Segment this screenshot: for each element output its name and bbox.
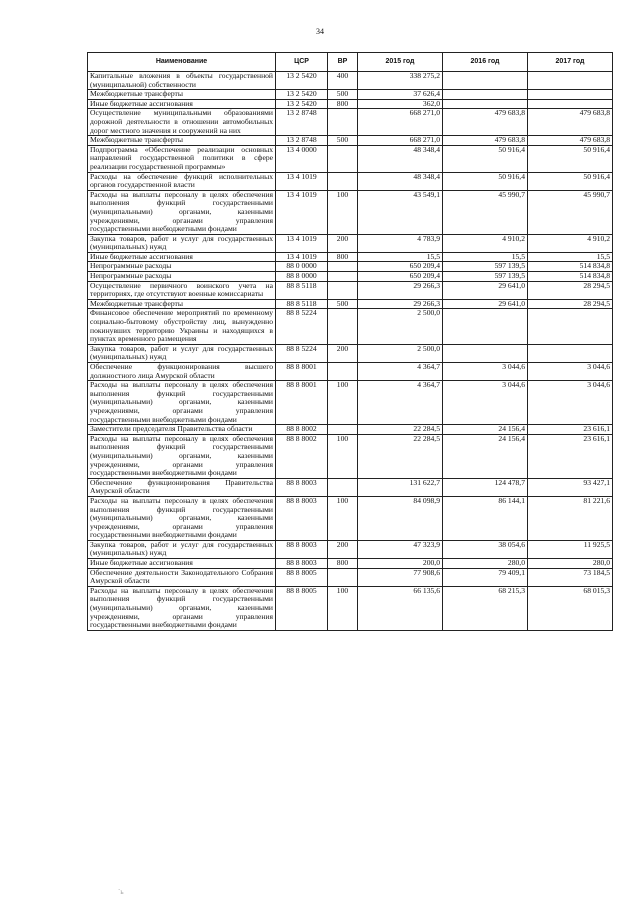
header-2015: 2015 год bbox=[358, 53, 443, 72]
cell-vr: 400 bbox=[328, 72, 358, 90]
page-number: 34 bbox=[316, 27, 324, 36]
cell-code: 13 2 5420 bbox=[276, 72, 328, 90]
cell-2016: 280,0 bbox=[443, 559, 528, 569]
table-row bbox=[88, 568, 613, 586]
cell-2016: 479 683,8 bbox=[443, 109, 528, 136]
cell-vr bbox=[328, 172, 358, 190]
table-row bbox=[88, 281, 613, 299]
table-row bbox=[88, 136, 613, 146]
cell-2015: 77 908,6 bbox=[358, 568, 443, 586]
cell-name: Обеспечение функционирования Правительства Амурской области bbox=[88, 478, 276, 496]
cell-code: 88 8 5224 bbox=[276, 309, 328, 344]
cell-2016: 124 478,7 bbox=[443, 478, 528, 496]
cell-name: Осуществление первичного воинского учета на территориях, где отсутствуют военные комиссариаты bbox=[88, 281, 276, 299]
cell-vr bbox=[328, 262, 358, 272]
cell-name: Закупка товаров, работ и услуг для государственных (муниципальных) нужд bbox=[88, 540, 276, 558]
cell-vr: 500 bbox=[328, 136, 358, 146]
cell-2017: 28 294,5 bbox=[528, 299, 613, 309]
cell-code: 88 0 0000 bbox=[276, 262, 328, 272]
table-row bbox=[88, 559, 613, 569]
cell-code: 13 4 1019 bbox=[276, 234, 328, 252]
cell-name: Расходы на обеспечение функций исполнительных органов государственной власти bbox=[88, 172, 276, 190]
cell-2016 bbox=[443, 90, 528, 100]
table-row bbox=[88, 496, 613, 540]
cell-vr bbox=[328, 568, 358, 586]
cell-2015: 668 271,0 bbox=[358, 136, 443, 146]
cell-name: Обеспечение функционирования высшего должностного лица Амурской области bbox=[88, 363, 276, 381]
cell-code: 13 2 8748 bbox=[276, 136, 328, 146]
cell-2015: 48 348,4 bbox=[358, 145, 443, 172]
cell-code: 88 8 8002 bbox=[276, 425, 328, 435]
cell-vr: 500 bbox=[328, 90, 358, 100]
cell-2017: 81 221,6 bbox=[528, 496, 613, 540]
cell-code: 88 8 8002 bbox=[276, 434, 328, 478]
cell-2016: 29 641,0 bbox=[443, 281, 528, 299]
cell-2016: 50 916,4 bbox=[443, 145, 528, 172]
cell-2017: 73 184,5 bbox=[528, 568, 613, 586]
cell-name: Непрограммные расходы bbox=[88, 272, 276, 282]
cell-2017: 28 294,5 bbox=[528, 281, 613, 299]
cell-2016: 597 139,5 bbox=[443, 272, 528, 282]
cell-2016: 29 641,0 bbox=[443, 299, 528, 309]
cell-code: 88 8 8005 bbox=[276, 586, 328, 630]
cell-vr: 100 bbox=[328, 434, 358, 478]
cell-vr bbox=[328, 363, 358, 381]
cell-code: 88 8 5224 bbox=[276, 344, 328, 362]
cell-code: 13 2 5420 bbox=[276, 99, 328, 109]
cell-vr: 500 bbox=[328, 299, 358, 309]
cell-2015: 4 364,7 bbox=[358, 363, 443, 381]
cell-2017: 68 015,3 bbox=[528, 586, 613, 630]
table-row bbox=[88, 434, 613, 478]
cell-vr bbox=[328, 272, 358, 282]
cell-2015: 47 323,9 bbox=[358, 540, 443, 558]
cell-2016: 479 683,8 bbox=[443, 136, 528, 146]
cell-code: 13 4 1019 bbox=[276, 190, 328, 234]
cell-2015: 650 209,4 bbox=[358, 262, 443, 272]
cell-2017: 11 925,5 bbox=[528, 540, 613, 558]
cell-name: Иные бюджетные ассигнования bbox=[88, 559, 276, 569]
cell-2015: 131 622,7 bbox=[358, 478, 443, 496]
table-row bbox=[88, 190, 613, 234]
table-row bbox=[88, 272, 613, 282]
table-row bbox=[88, 540, 613, 558]
cell-2015: 29 266,3 bbox=[358, 299, 443, 309]
header-2016: 2016 год bbox=[443, 53, 528, 72]
cell-name: Межбюджетные трансферты bbox=[88, 90, 276, 100]
cell-name: Закупка товаров, работ и услуг для государственных (муниципальных) нужд bbox=[88, 234, 276, 252]
cell-2017 bbox=[528, 344, 613, 362]
cell-code: 13 4 1019 bbox=[276, 252, 328, 262]
cell-2017: 280,0 bbox=[528, 559, 613, 569]
cell-2016: 4 910,2 bbox=[443, 234, 528, 252]
cell-2015: 200,0 bbox=[358, 559, 443, 569]
cell-2017: 4 910,2 bbox=[528, 234, 613, 252]
cell-2015: 2 500,0 bbox=[358, 309, 443, 344]
cell-2017 bbox=[528, 72, 613, 90]
cell-code: 13 2 8748 bbox=[276, 109, 328, 136]
cell-name: Подпрограмма «Обеспечение реализации основных направлений государственной политики в сфере реализации государственной программы» bbox=[88, 145, 276, 172]
cell-code: 88 8 5118 bbox=[276, 299, 328, 309]
cell-2016: 79 409,1 bbox=[443, 568, 528, 586]
cell-2015: 338 275,2 bbox=[358, 72, 443, 90]
table-row bbox=[88, 586, 613, 630]
cell-2017: 514 834,8 bbox=[528, 262, 613, 272]
cell-name: Расходы на выплаты персоналу в целях обеспечения выполнения функций государственными (муниципальными) органами, казенными учреждениями, органами управления государственными внебюджетными фондами bbox=[88, 190, 276, 234]
table-row bbox=[88, 478, 613, 496]
cell-2015: 66 135,6 bbox=[358, 586, 443, 630]
cell-vr: 800 bbox=[328, 252, 358, 262]
cell-2016: 38 054,6 bbox=[443, 540, 528, 558]
cell-2015: 43 549,1 bbox=[358, 190, 443, 234]
cell-2017: 479 683,8 bbox=[528, 109, 613, 136]
budget-table bbox=[87, 52, 613, 631]
cell-code: 88 8 8001 bbox=[276, 381, 328, 425]
cell-name: Расходы на выплаты персоналу в целях обеспечения выполнения функций государственными (муниципальными) органами, казенными учреждениями, органами управления государственными внебюджетными фондами bbox=[88, 381, 276, 425]
cell-vr: 100 bbox=[328, 496, 358, 540]
header-2017: 2017 год bbox=[528, 53, 613, 72]
cell-2015: 4 783,9 bbox=[358, 234, 443, 252]
cell-code: 88 8 8003 bbox=[276, 478, 328, 496]
cell-code: 88 8 8003 bbox=[276, 540, 328, 558]
cell-vr bbox=[328, 145, 358, 172]
cell-name: Финансовое обеспечение мероприятий по временному социально-бытовому обустройству лиц, вынужденно покинувших территорию Украины и находящихся в пунктах временного размещения bbox=[88, 309, 276, 344]
cell-vr: 200 bbox=[328, 234, 358, 252]
cell-2015: 29 266,3 bbox=[358, 281, 443, 299]
cell-vr bbox=[328, 425, 358, 435]
cell-2017: 514 834,8 bbox=[528, 272, 613, 282]
scan-artifact: `ь bbox=[118, 888, 124, 896]
table-row bbox=[88, 72, 613, 90]
cell-2015: 362,0 bbox=[358, 99, 443, 109]
cell-code: 88 8 8003 bbox=[276, 559, 328, 569]
table-row bbox=[88, 381, 613, 425]
cell-vr: 200 bbox=[328, 540, 358, 558]
table-row bbox=[88, 234, 613, 252]
cell-2016: 45 990,7 bbox=[443, 190, 528, 234]
cell-2016: 50 916,4 bbox=[443, 172, 528, 190]
cell-code: 88 8 8003 bbox=[276, 496, 328, 540]
cell-2016: 597 139,5 bbox=[443, 262, 528, 272]
cell-code: 88 8 0000 bbox=[276, 272, 328, 282]
cell-name: Иные бюджетные ассигнования bbox=[88, 252, 276, 262]
cell-2015: 4 364,7 bbox=[358, 381, 443, 425]
cell-2016: 3 044,6 bbox=[443, 363, 528, 381]
cell-code: 13 4 1019 bbox=[276, 172, 328, 190]
cell-name: Обеспечение деятельности Законодательного Собрания Амурской области bbox=[88, 568, 276, 586]
cell-2017: 23 616,1 bbox=[528, 434, 613, 478]
cell-vr: 200 bbox=[328, 344, 358, 362]
cell-name: Расходы на выплаты персоналу в целях обеспечения выполнения функций государственными (муниципальными) органами, казенными учреждениями, органами управления государственными внебюджетными фондами bbox=[88, 496, 276, 540]
cell-code: 88 8 8005 bbox=[276, 568, 328, 586]
cell-2015: 48 348,4 bbox=[358, 172, 443, 190]
cell-2017: 93 427,1 bbox=[528, 478, 613, 496]
cell-name: Закупка товаров, работ и услуг для государственных (муниципальных) нужд bbox=[88, 344, 276, 362]
cell-2015: 84 098,9 bbox=[358, 496, 443, 540]
cell-2015: 22 284,5 bbox=[358, 434, 443, 478]
cell-2016: 86 144,1 bbox=[443, 496, 528, 540]
cell-vr bbox=[328, 281, 358, 299]
cell-name: Межбюджетные трансферты bbox=[88, 299, 276, 309]
cell-2015: 668 271,0 bbox=[358, 109, 443, 136]
table-body bbox=[88, 72, 613, 631]
cell-2016: 24 156,4 bbox=[443, 434, 528, 478]
cell-name: Иные бюджетные ассигнования bbox=[88, 99, 276, 109]
cell-2016: 68 215,3 bbox=[443, 586, 528, 630]
cell-name: Капитальные вложения в объекты государственной (муниципальной) собственности bbox=[88, 72, 276, 90]
cell-vr bbox=[328, 478, 358, 496]
cell-code: 88 8 5118 bbox=[276, 281, 328, 299]
cell-2017: 23 616,1 bbox=[528, 425, 613, 435]
cell-2017: 45 990,7 bbox=[528, 190, 613, 234]
header-name: Наименование bbox=[88, 53, 276, 72]
cell-2015: 650 209,4 bbox=[358, 272, 443, 282]
cell-2015: 37 626,4 bbox=[358, 90, 443, 100]
table-header-row bbox=[88, 53, 613, 72]
header-code: ЦСР bbox=[276, 53, 328, 72]
cell-2016 bbox=[443, 309, 528, 344]
cell-vr bbox=[328, 309, 358, 344]
cell-2017: 3 044,6 bbox=[528, 363, 613, 381]
cell-2016: 15,5 bbox=[443, 252, 528, 262]
cell-2017: 50 916,4 bbox=[528, 172, 613, 190]
table-row bbox=[88, 344, 613, 362]
cell-2017: 3 044,6 bbox=[528, 381, 613, 425]
table-row bbox=[88, 425, 613, 435]
cell-vr: 100 bbox=[328, 190, 358, 234]
table-row bbox=[88, 90, 613, 100]
cell-2016 bbox=[443, 344, 528, 362]
cell-2015: 15,5 bbox=[358, 252, 443, 262]
table-row bbox=[88, 309, 613, 344]
cell-name: Осуществление муниципальными образованиями дорожной деятельности в отношении автомобильных дорог местного значения и сооружений на них bbox=[88, 109, 276, 136]
cell-2016: 24 156,4 bbox=[443, 425, 528, 435]
cell-vr bbox=[328, 109, 358, 136]
cell-2017: 15,5 bbox=[528, 252, 613, 262]
table-row bbox=[88, 109, 613, 136]
cell-2017: 50 916,4 bbox=[528, 145, 613, 172]
cell-name: Непрограммные расходы bbox=[88, 262, 276, 272]
cell-2016 bbox=[443, 72, 528, 90]
cell-name: Расходы на выплаты персоналу в целях обеспечения выполнения функций государственными (муниципальными) органами, казенными учреждениями, органами управления государственными внебюджетными фондами bbox=[88, 434, 276, 478]
cell-vr: 100 bbox=[328, 586, 358, 630]
header-vr: ВР bbox=[328, 53, 358, 72]
cell-vr: 800 bbox=[328, 559, 358, 569]
cell-vr: 100 bbox=[328, 381, 358, 425]
cell-2017 bbox=[528, 90, 613, 100]
cell-2016: 3 044,6 bbox=[443, 381, 528, 425]
cell-name: Межбюджетные трансферты bbox=[88, 136, 276, 146]
table-row bbox=[88, 363, 613, 381]
cell-vr: 800 bbox=[328, 99, 358, 109]
cell-name: Заместители председателя Правительства области bbox=[88, 425, 276, 435]
table-row bbox=[88, 145, 613, 172]
cell-code: 88 8 8001 bbox=[276, 363, 328, 381]
cell-code: 13 2 5420 bbox=[276, 90, 328, 100]
table-row bbox=[88, 172, 613, 190]
cell-2017: 479 683,8 bbox=[528, 136, 613, 146]
cell-code: 13 4 0000 bbox=[276, 145, 328, 172]
cell-2017 bbox=[528, 309, 613, 344]
cell-2015: 22 284,5 bbox=[358, 425, 443, 435]
cell-2015: 2 500,0 bbox=[358, 344, 443, 362]
cell-name: Расходы на выплаты персоналу в целях обеспечения выполнения функций государственными (муниципальными) органами, казенными учреждениями, органами управления государственными внебюджетными фондами bbox=[88, 586, 276, 630]
